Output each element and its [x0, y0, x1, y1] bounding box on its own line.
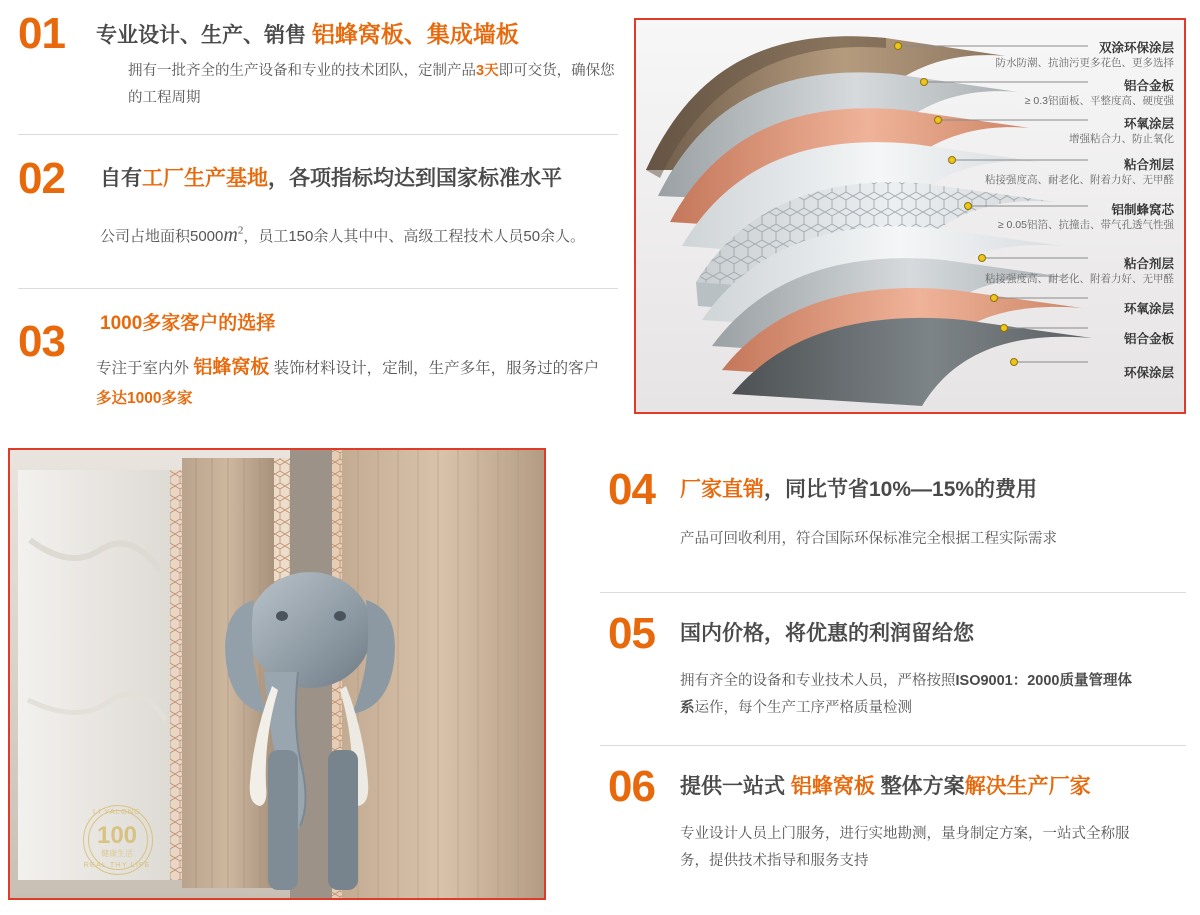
feature-heading-04: 厂家直销，同比节省10%—15%的费用: [680, 478, 1038, 501]
feature-heading-03: 1000多家客户的选择: [100, 313, 276, 334]
seal-center-text: 100: [96, 822, 138, 849]
divider-2: [18, 288, 618, 289]
callout-3: 粘合剂层 粘接强度高、耐老化、附着力好、无甲醛: [985, 158, 1174, 186]
feature-heading-05: 国内价格，将优惠的利润留给您: [680, 622, 974, 645]
feature-body-01: 拥有一批齐全的生产设备和专业的技术团队，定制产品3天即可交货，确保您的工程周期: [128, 63, 615, 106]
callout-7: 铝合金板: [1123, 332, 1174, 346]
callout-1: 铝合金板 ≥ 0.3铝面板、平整度高、硬度强: [1024, 79, 1174, 107]
seal-top-text: LI YALONG: [93, 807, 141, 816]
feature-body-02: 公司占地面积$5000m^2$，员工150余人其中中、高级工程技术人员50余人。: [100, 224, 586, 246]
callout-0: 双涂环保涂层 防水防潮、抗油污更多花色、更多选择: [995, 41, 1174, 69]
diagram-stage: [636, 20, 1184, 412]
feature-number-01: 01: [18, 9, 65, 58]
callout-6: 环氧涂层: [1123, 302, 1174, 316]
callout-2: 环氧涂层 增强粘合力、防止氧化: [1069, 117, 1174, 145]
divider-4: [600, 745, 1186, 746]
brand-seal: [62, 798, 172, 880]
feature-body-03: 专注于室内外 铝蜂窝板 装饰材料设计，定制，生产多年，服务过的客户 多达1000多家: [96, 357, 600, 408]
callout-5: 粘合剂层 粘接强度高、耐老化、附着力好、无甲醛: [985, 257, 1174, 285]
feature-body-05: 拥有齐全的设备和专业技术人员，严格按照ISO9001：2000质量管理体 系运作，每个生产工序严格质量检测: [680, 673, 1132, 716]
feature-number-03: 03: [18, 317, 65, 366]
callout-8: 环保涂层: [1123, 366, 1174, 380]
feature-body-06: 专业设计人员上门服务，进行实地勘测，量身制定方案，一站式全称服 务，提供技术指导和服务支持: [680, 826, 1130, 869]
product-photo-panel: [8, 448, 546, 900]
seal-bottom-text: REAL THY LIFE: [83, 860, 151, 869]
callout-4: 铝制蜂窝芯 ≥ 0.05铝箔、抗撞击、带气孔透气性强: [997, 203, 1174, 231]
divider-1: [18, 134, 618, 135]
feature-number-05: 05: [608, 609, 655, 658]
divider-3: [600, 592, 1186, 593]
feature-number-06: 06: [608, 762, 655, 811]
feature-number-02: 02: [18, 154, 65, 203]
feature-number-04: 04: [608, 465, 655, 514]
feature-heading-06: 提供一站式 铝蜂窝板 整体方案解决生产厂家: [680, 775, 1091, 798]
feature-heading-01: 专业设计、生产、销售 铝蜂窝板、集成墙板: [96, 21, 519, 47]
feature-body-04: 产品可回收利用，符合国际环保标准完全根据工程实际需求: [680, 531, 1057, 547]
seal-mid-text: 健康生活: [101, 849, 133, 858]
elephant-on-panels-photo: [10, 450, 544, 898]
structure-diagram-panel: [634, 18, 1186, 414]
feature-heading-02: 自有工厂生产基地，各项指标均达到国家标准水平: [100, 167, 562, 190]
